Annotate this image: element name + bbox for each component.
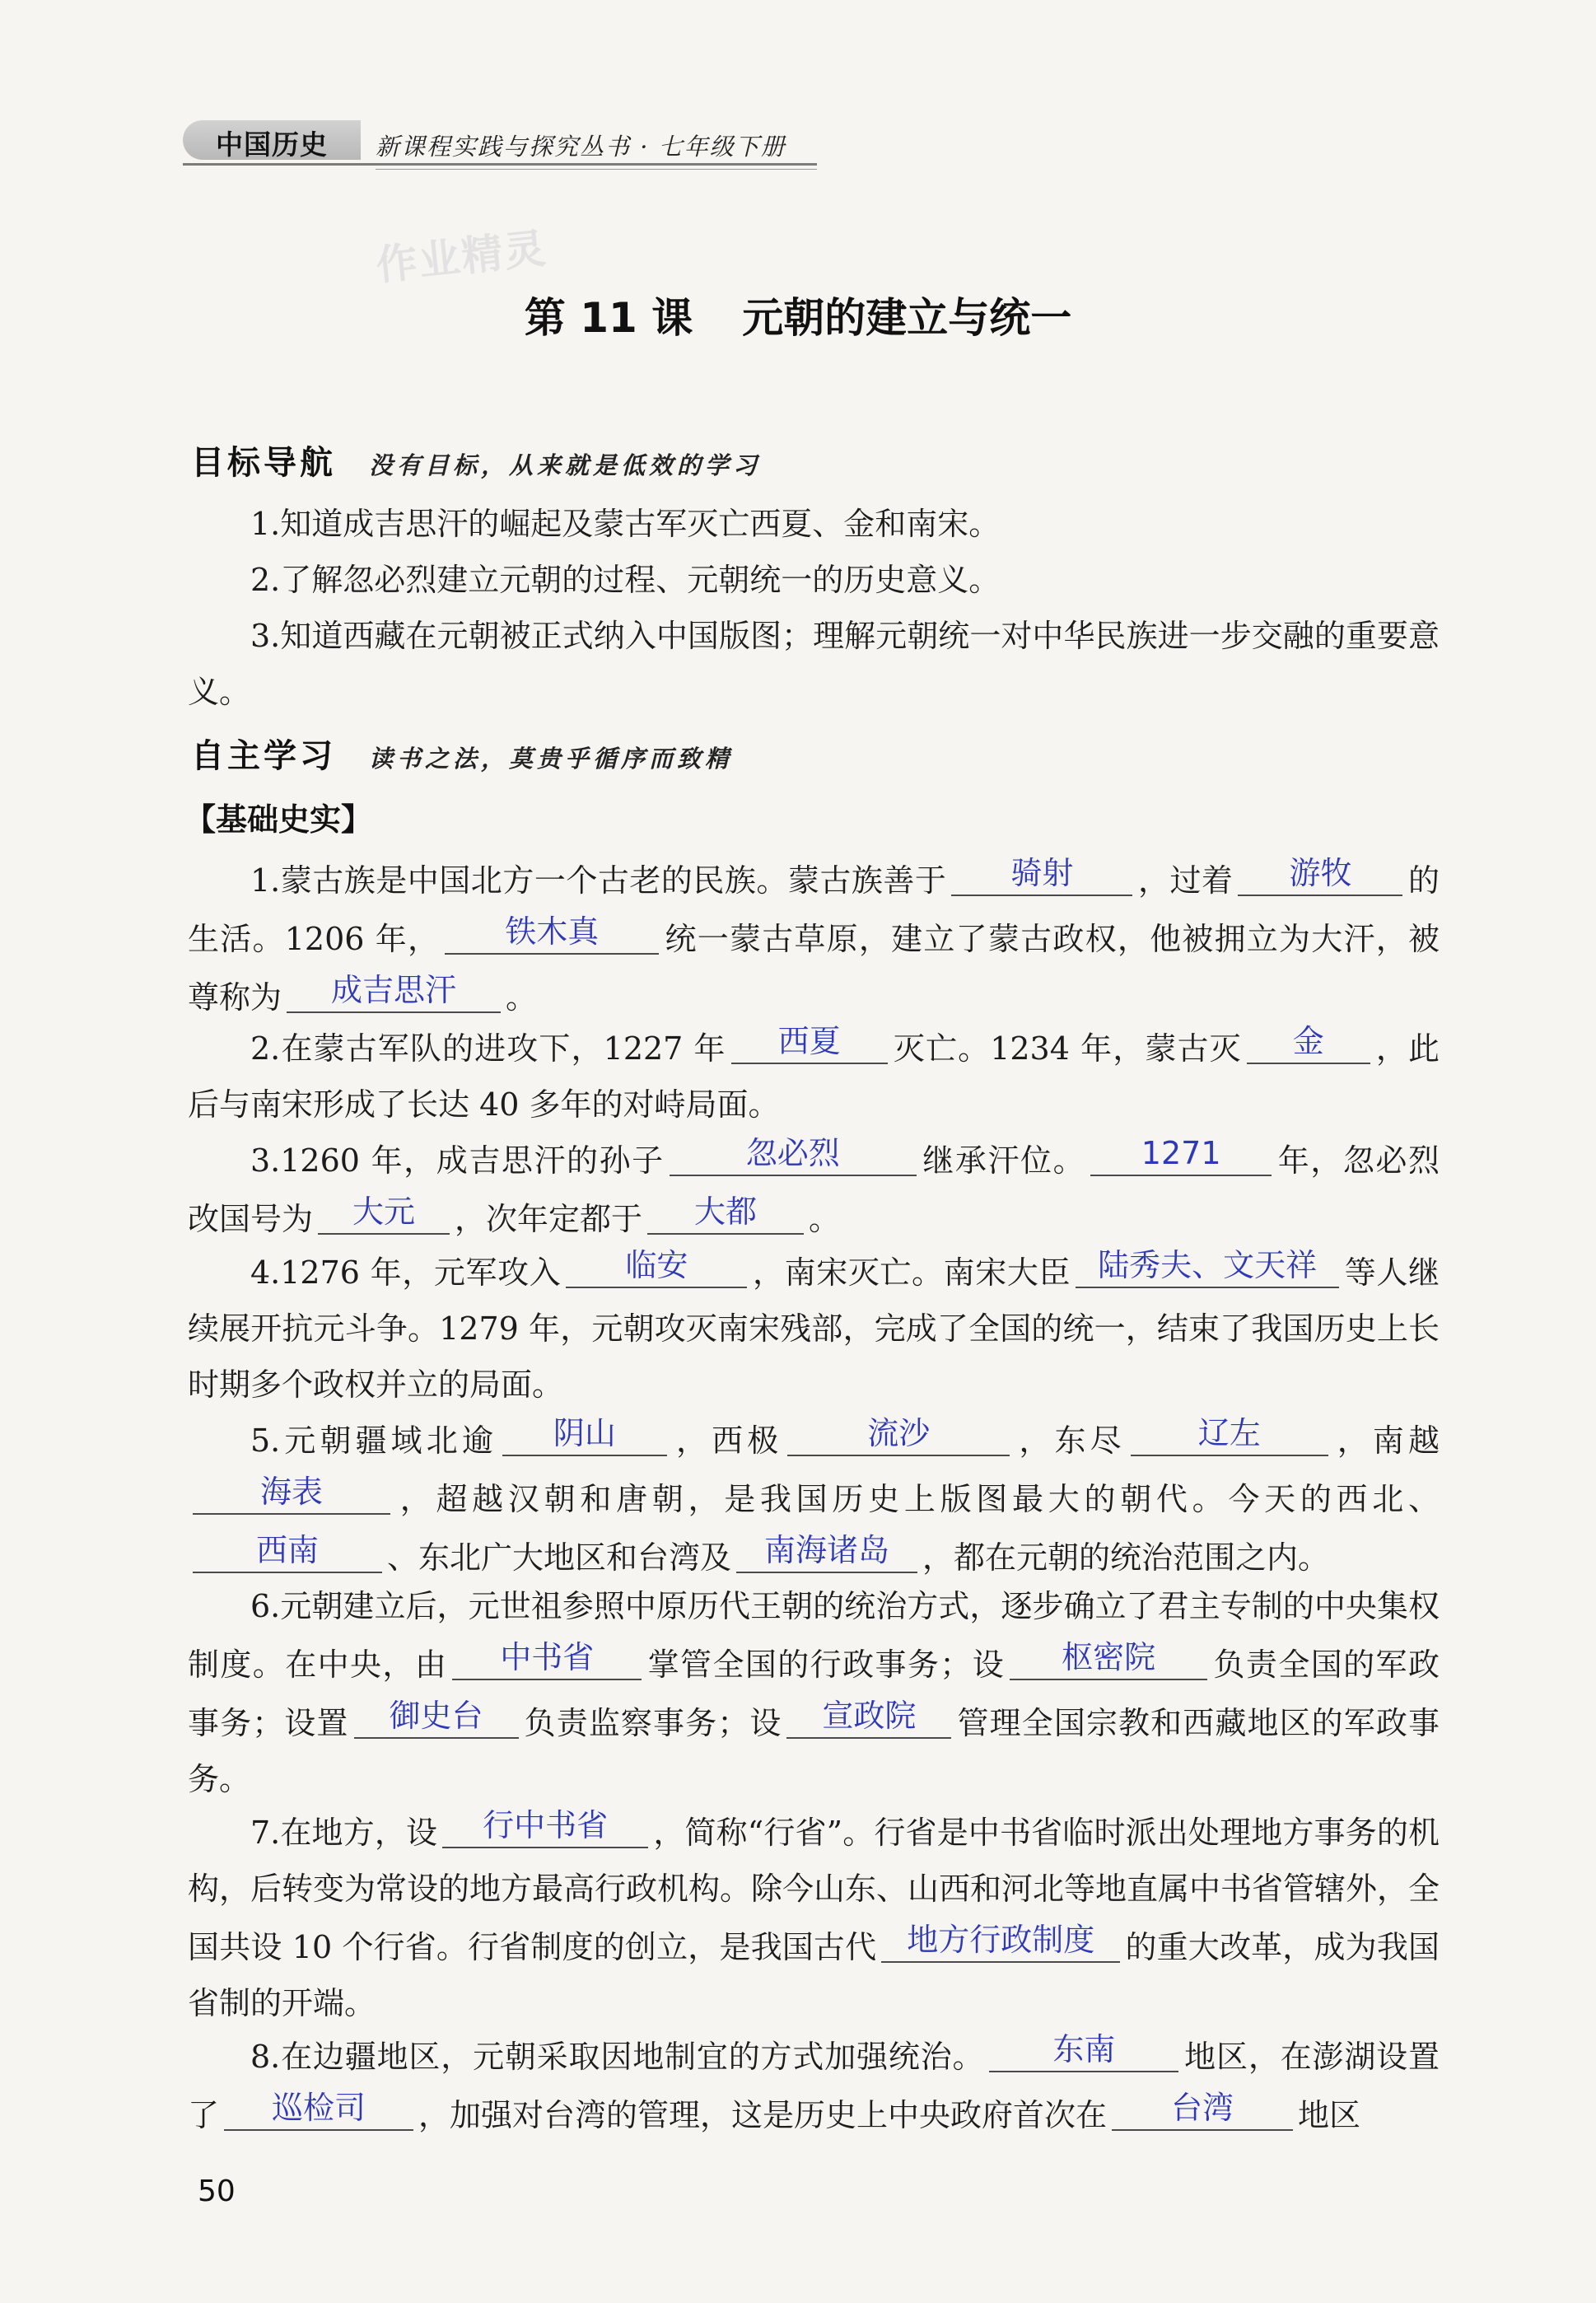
q3-text-3: 年，忽必烈改国号为 xyxy=(188,1142,1440,1237)
q8-answer-3: 台湾 xyxy=(1171,2090,1234,2126)
q1-blank-4[interactable] xyxy=(287,967,501,1013)
q5-answer-1: 阴山 xyxy=(553,1415,616,1451)
q6-blank-3[interactable] xyxy=(354,1693,519,1739)
page-number: 50 xyxy=(198,2175,236,2208)
q8-text-3: ，加强对台湾的管理，这是历史上中央政府首次在 xyxy=(418,2097,1108,2133)
q3-text-5: 。 xyxy=(809,1201,841,1237)
q2-text-2: 灭亡。1234 年，蒙古灭 xyxy=(892,1030,1242,1067)
q8-text-1: 8.在边疆地区，元朝采取因地制宜的方式加强统治。 xyxy=(250,2039,985,2075)
goals-heading-row xyxy=(191,437,761,483)
self-study-heading: 自主学习 xyxy=(191,737,336,775)
lesson-title xyxy=(0,285,1596,344)
q6-text-4: 负责监察事务；设 xyxy=(523,1705,782,1741)
q2-text-3: ，此后与南宋形成了长达 40 多年的对峙局面。 xyxy=(188,1030,1440,1123)
q1-answer-4: 成吉思汗 xyxy=(331,972,457,1008)
q3-text-1: 3.1260 年，成吉思汗的孙子 xyxy=(250,1142,665,1179)
q2-text-1: 2.在蒙古军队的进攻下，1227 年 xyxy=(250,1030,726,1067)
q7-answer-2: 地方行政制度 xyxy=(907,1922,1095,1958)
q3-answer-2: 1271 xyxy=(1141,1135,1221,1171)
q6-blank-4[interactable] xyxy=(786,1693,951,1739)
q5-text-1: 5.元朝疆域北逾 xyxy=(250,1422,497,1459)
q3-text-2: 继承汗位。 xyxy=(921,1142,1086,1179)
q7-text-3: 的重大改革，成为我国省制的开端。 xyxy=(188,1929,1440,2021)
q5-text-3: ，东尽 xyxy=(1015,1422,1126,1459)
q2-answer-1: 西夏 xyxy=(777,1023,841,1059)
goal-item-3: 3.知道西藏在元朝被正式纳入中国版图；理解元朝统一对中华民族进一步交融的重要意义。 xyxy=(188,618,1440,710)
q2-answer-2: 金 xyxy=(1292,1023,1324,1059)
header-rule xyxy=(183,163,817,166)
q8-answer-1: 东南 xyxy=(1052,2031,1116,2067)
q5-answer-6: 南海诸岛 xyxy=(764,1532,890,1568)
q5-blank-2[interactable] xyxy=(787,1410,1010,1456)
goals-heading: 目标导航 xyxy=(191,444,336,482)
q4-blank-2[interactable] xyxy=(1076,1242,1339,1288)
q3-blank-2[interactable] xyxy=(1090,1130,1272,1176)
q5-blank-3[interactable] xyxy=(1131,1410,1328,1456)
q5-text-5: ，超越汉朝和唐朝，是我国历史上版图最大的朝代。今天的西北、 xyxy=(395,1481,1440,1517)
q7-blank-1[interactable] xyxy=(442,1802,648,1848)
q6-answer-2: 枢密院 xyxy=(1062,1639,1156,1675)
q4-text-1: 4.1276 年，元军攻入 xyxy=(250,1254,562,1291)
q5-answer-2: 流沙 xyxy=(867,1415,931,1451)
self-study-heading-row xyxy=(191,730,733,777)
q6-blank-1[interactable] xyxy=(452,1634,642,1680)
q7-text-1: 7.在地方，设 xyxy=(250,1815,438,1851)
q5-blank-6[interactable] xyxy=(736,1527,917,1573)
q5-text-2: ，西极 xyxy=(671,1422,783,1459)
question-8 xyxy=(188,2026,1440,2143)
q1-text-1: 1.蒙古族是中国北方一个古老的民族。蒙古族善于 xyxy=(250,862,947,899)
q1-text-2: ，过着 xyxy=(1137,862,1234,899)
q5-blank-4[interactable] xyxy=(193,1469,390,1515)
q6-answer-1: 中书省 xyxy=(500,1639,595,1675)
q6-answer-3: 御史台 xyxy=(389,1698,483,1734)
q3-text-4: ，次年定都于 xyxy=(455,1201,643,1237)
q6-text-2: 掌管全国的行政事务；设 xyxy=(646,1647,1006,1683)
q1-answer-2: 游牧 xyxy=(1289,855,1352,891)
goals-motto: 没有目标，从来就是低效的学习 xyxy=(369,451,762,479)
q6-text-1: 6.元朝建立后，元世祖参照中原历代王朝的统治方式，逐步确立了君主专制的中央集权制度。在中央，由 xyxy=(188,1588,1440,1683)
q1-text-4: 统一蒙古草原，建立了蒙古政权，他被拥立为大汗，被尊称为 xyxy=(188,921,1440,1016)
question-3 xyxy=(188,1130,1440,1247)
question-4 xyxy=(188,1242,1440,1413)
q5-answer-5: 西南 xyxy=(255,1532,319,1568)
q5-text-7: ，都在元朝的统治范围之内。 xyxy=(922,1539,1330,1576)
q7-answer-1: 行中书省 xyxy=(483,1807,609,1843)
q8-answer-2: 巡检司 xyxy=(272,2090,366,2126)
q6-text-3: 负责全国的军政事务；设置 xyxy=(188,1647,1440,1741)
question-2 xyxy=(188,1018,1440,1133)
self-study-motto: 读书之法，莫贵乎循序而致精 xyxy=(369,745,734,773)
q1-blank-2[interactable] xyxy=(1238,850,1402,896)
q6-text-5: 管理全国宗教和西藏地区的军政事务。 xyxy=(188,1705,1440,1797)
question-6 xyxy=(188,1578,1440,1807)
question-1 xyxy=(188,850,1440,1025)
q1-blank-1[interactable] xyxy=(951,850,1132,896)
q7-text-2: ，简称“行省”。行省是中书省临时派出处理地方事务的机构，后转变为常设的地方最高行政机构。除今山东、山西和河北等地直属中书省管辖外，全国共设 10 个行省。行省制度的创立，是我国古代 xyxy=(188,1815,1440,1965)
q3-answer-3: 大元 xyxy=(352,1194,416,1230)
q5-text-6: 、东北广大地区和台湾及 xyxy=(387,1539,732,1576)
q3-blank-3[interactable] xyxy=(318,1189,450,1235)
q4-text-3: 等人继续展开抗元斗争。1279 年，元朝攻灭南宋残部，完成了全国的统一，结束了我国历史上长时期多个政权并立的局面。 xyxy=(188,1254,1440,1403)
q2-blank-1[interactable] xyxy=(731,1018,888,1064)
q4-text-2: ，南宋灭亡。南宋大臣 xyxy=(752,1254,1071,1291)
goal-item-1: 1.知道成吉思汗的崛起及蒙古军灭亡西夏、金和南宋。 xyxy=(250,506,1001,542)
q6-answer-4: 宣政院 xyxy=(822,1698,917,1734)
q5-blank-5[interactable] xyxy=(193,1527,382,1573)
header-subject-tag: 中国历史 xyxy=(216,128,328,161)
q2-blank-2[interactable] xyxy=(1247,1018,1370,1064)
q5-answer-3: 辽左 xyxy=(1197,1415,1261,1451)
q3-answer-4: 大都 xyxy=(694,1194,758,1230)
q8-text-4: 地区 xyxy=(1298,2097,1361,2133)
q1-answer-1: 骑射 xyxy=(1010,855,1074,891)
q8-text-2: 地区，在澎湖设置了 xyxy=(188,2039,1440,2133)
q8-blank-2[interactable] xyxy=(224,2085,413,2131)
question-5 xyxy=(188,1410,1440,1586)
q8-blank-1[interactable] xyxy=(989,2026,1178,2072)
q6-blank-2[interactable] xyxy=(1010,1634,1207,1680)
question-7 xyxy=(188,1802,1440,2031)
q3-answer-1: 忽必烈 xyxy=(745,1135,840,1171)
q4-blank-1[interactable] xyxy=(566,1242,747,1288)
q4-answer-1: 临安 xyxy=(625,1247,688,1283)
watermark: 作业精灵 xyxy=(373,224,549,290)
basic-facts-subheading: 【基础史实】 xyxy=(184,801,373,838)
q1-text-5: 。 xyxy=(506,979,538,1016)
q7-blank-2[interactable] xyxy=(881,1917,1120,1963)
lesson-name: 元朝的建立与统一 xyxy=(742,294,1072,342)
q1-text-3: 的生活。1206 年， xyxy=(188,862,1440,957)
goal-item-2: 2.了解忽必烈建立元朝的过程、元朝统一的历史意义。 xyxy=(250,562,1001,598)
q3-blank-1[interactable] xyxy=(670,1130,917,1176)
q8-blank-3[interactable] xyxy=(1112,2085,1293,2131)
q4-answer-2: 陆秀夫、文天祥 xyxy=(1098,1247,1318,1283)
header-rule-thin xyxy=(376,169,817,170)
q5-text-4: ，南越 xyxy=(1332,1422,1440,1459)
q3-blank-4[interactable] xyxy=(647,1189,804,1235)
q5-blank-1[interactable] xyxy=(502,1410,667,1456)
q5-answer-4: 海表 xyxy=(259,1474,323,1510)
header-series-title: 新课程实践与探究丛书 · 七年级下册 xyxy=(376,133,786,161)
lesson-number: 第 11 课 xyxy=(524,294,693,342)
q1-blank-3[interactable] xyxy=(445,909,659,955)
q1-answer-3: 铁木真 xyxy=(505,913,600,950)
